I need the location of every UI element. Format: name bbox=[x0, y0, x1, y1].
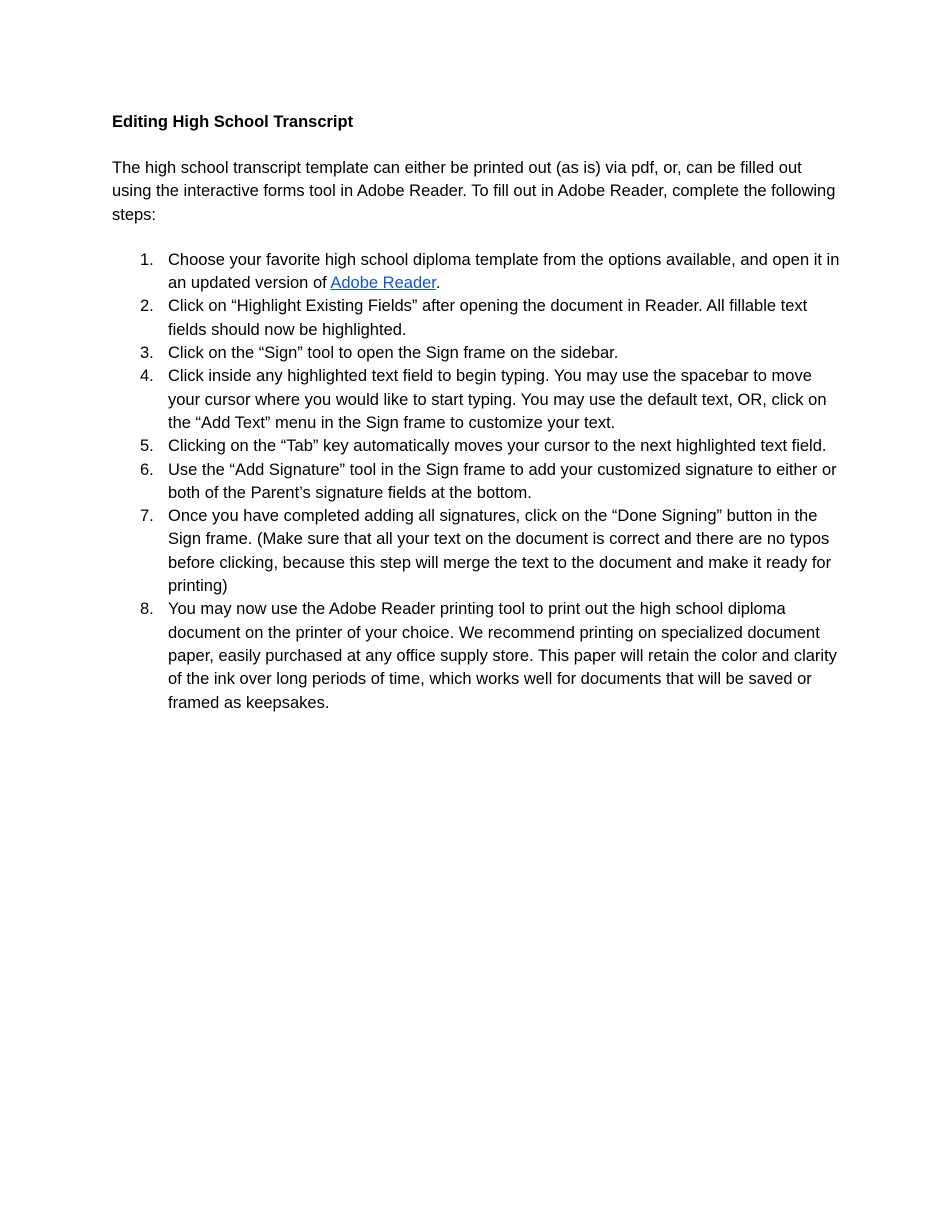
list-item bbox=[112, 598, 840, 714]
step-number: 8. bbox=[140, 600, 154, 619]
step-number: 1. bbox=[140, 250, 154, 269]
list-item bbox=[112, 459, 840, 506]
list-item bbox=[112, 505, 840, 598]
step-number: 3. bbox=[140, 344, 154, 363]
step-text: Click inside any highlighted text field to begin typing. You may use the spacebar to move your cursor where you would like to start typing. You may use the default text, OR, click on the “Add Text” menu in the Sign frame to customize your text. bbox=[168, 367, 827, 432]
list-item bbox=[112, 365, 840, 435]
step-text: Click on “Highlight Existing Fields” after opening the document in Reader. All fillable text fields should now be highlighted. bbox=[168, 297, 808, 339]
step-text: Once you have completed adding all signatures, click on the “Done Signing” button in the Sign frame. (Make sure that all your text on the document is correct and there are no typos before clicking, because this step will merge the text to the document and make it ready for printing) bbox=[168, 507, 832, 596]
list-item bbox=[112, 342, 840, 365]
document-title: Editing High School Transcript bbox=[112, 113, 354, 131]
step-number: 7. bbox=[140, 507, 154, 526]
step-text: You may now use the Adobe Reader printing tool to print out the high school diploma document on the printer of your choice. We recommend printing on specialized document paper, easily purchased at any office supply store. This paper will retain the color and clarity of the ink over long periods of time, which works well for documents that will be saved or framed as keepsakes. bbox=[168, 600, 837, 712]
step-text: Choose your favorite high school diploma template from the options available, and open it in an updated version of bbox=[168, 250, 840, 293]
list-item bbox=[112, 249, 840, 296]
step-text-end: . bbox=[435, 274, 441, 293]
step-text: Clicking on the “Tab” key automatically moves your cursor to the next highlighted text field. bbox=[168, 437, 827, 456]
step-number: 4. bbox=[140, 367, 154, 386]
step-number: 6. bbox=[140, 460, 154, 479]
list-item bbox=[112, 295, 840, 342]
step-text: Click on the “Sign” tool to open the Sign frame on the sidebar. bbox=[168, 344, 619, 363]
intro-paragraph: The high school transcript template can either be printed out (as is) via pdf, or, can be filled out using the interactive forms tool in Adobe Reader. To fill out in Adobe Reader, complete the following steps: bbox=[112, 159, 836, 224]
adobe-reader-link[interactable]: Adobe Reader bbox=[330, 274, 436, 293]
document-page bbox=[112, 111, 840, 715]
step-number: 2. bbox=[140, 297, 154, 316]
steps-list bbox=[112, 249, 840, 715]
list-item bbox=[112, 435, 840, 458]
step-text: Use the “Add Signature” tool in the Sign frame to add your customized signature to either or both of the Parent’s signature fields at the bottom. bbox=[168, 460, 837, 502]
step-number: 5. bbox=[140, 437, 154, 456]
